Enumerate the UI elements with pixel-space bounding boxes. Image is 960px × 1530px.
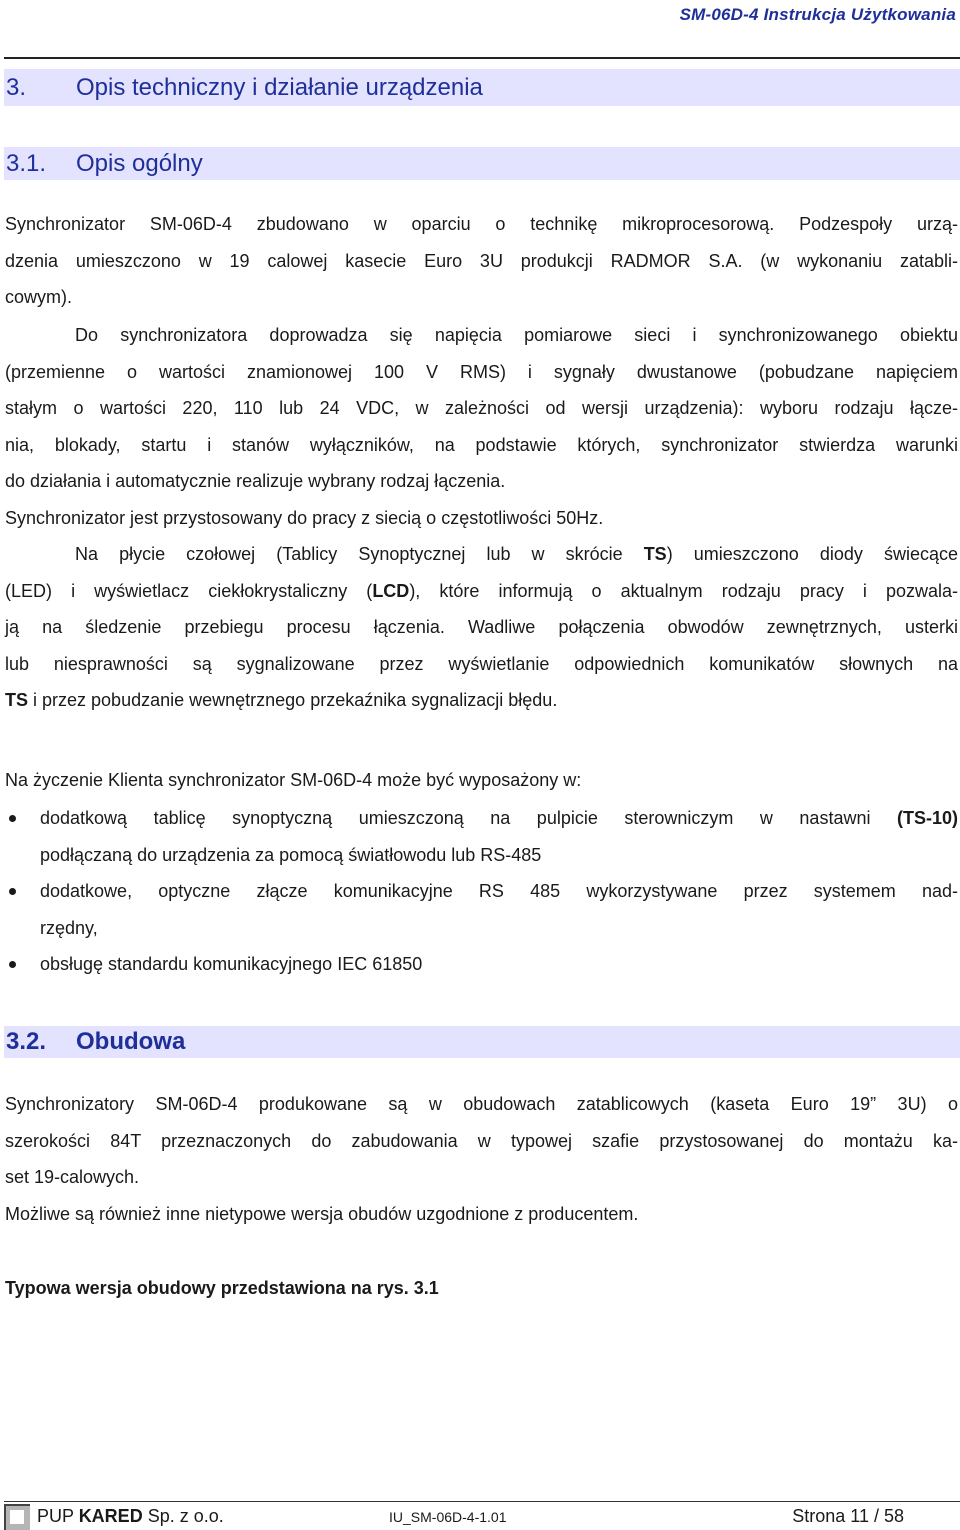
company-logo-icon xyxy=(4,1504,30,1530)
figure-reference: Typowa wersja obudowy przedstawiona na rys. 3.1 xyxy=(5,1278,439,1298)
text-line: rzędny, xyxy=(40,917,98,938)
text-line xyxy=(40,800,958,837)
text-line: set 19-calowych. xyxy=(5,1167,140,1187)
text-line: ją na śledzenie przebiegu procesu łączenia. Wadliwe połączenia obwodów zewnętrznych, usterki xyxy=(5,617,958,637)
text-line: dzenia umieszczono w 19 calowej kasecie Euro 3U produkcji RADMOR S.A. (w wykonaniu zatabli- xyxy=(5,250,958,271)
section-heading-3-2 xyxy=(4,1026,960,1058)
section-title: Opis techniczny i działanie urządzenia xyxy=(76,73,483,101)
text-run-bold: TS xyxy=(643,544,667,564)
options-list xyxy=(5,800,958,983)
list-item xyxy=(5,800,958,873)
text-line: cowym). xyxy=(5,287,72,307)
text-run: (LED) i wyświetlacz ciekłokrystaliczny ( xyxy=(5,580,373,601)
text-run: i przez pobudzanie wewnętrznego przekaźnika sygnalizacji błędu. xyxy=(28,690,558,710)
section-number: 3.2. xyxy=(6,1028,47,1055)
text-line: do działania i automatycznie realizuje wybrany rodzaj łączenia. xyxy=(5,471,506,491)
text-run-bold: TS xyxy=(5,690,29,710)
section-title: Opis ogólny xyxy=(76,149,203,177)
text-run-bold: KARED xyxy=(78,1506,143,1526)
paragraph-front-panel xyxy=(5,536,958,719)
page-footer xyxy=(4,1504,960,1530)
text-line: dodatkowe, optyczne złącze komunikacyjne RS 485 wykorzystywane przez systemem nad- xyxy=(40,881,958,901)
text-run: PUP xyxy=(37,1506,79,1526)
text-line xyxy=(5,682,958,719)
paragraph-housing xyxy=(5,1086,958,1232)
header-divider xyxy=(4,57,960,59)
text-run: dodatkową tablicę synoptyczną umieszczoną na pulpicie sterowniczym w nastawni xyxy=(40,808,897,828)
text-run-bold: (TS-10) xyxy=(896,808,958,828)
section-heading-3 xyxy=(4,69,960,106)
text-line: Synchronizator jest przystosowany do pracy z siecią o częstotliwości 50Hz. xyxy=(5,507,604,528)
paragraph-general-1 xyxy=(5,206,958,316)
text-line: lub niesprawności są sygnalizowane przez wyświetlanie odpowiednich komunikatów słownych na xyxy=(5,653,958,674)
text-line: Do synchronizatora doprowadza się napięcia pomiarowe sieci i synchronizowanego obiektu xyxy=(75,325,958,345)
list-item xyxy=(5,873,958,946)
document-id: IU_SM-06D-4-1.01 xyxy=(389,1509,507,1525)
text-line: podłączaną do urządzenia za pomocą światłowodu lub RS-485 xyxy=(40,844,542,865)
text-run-bold: LCD xyxy=(372,580,410,601)
text-line xyxy=(5,573,958,610)
text-run: Na płycie czołowej (Tablicy Synoptycznej lub w skrócie xyxy=(75,544,644,564)
paragraph-options-intro: Na życzenie Klienta synchronizator SM-06D-4 może być wyposażony w: xyxy=(5,770,582,790)
text-line: (przemienne o wartości znamionowej 100 V RMS) i sygnały dwustanowe (pobudzane napięciem xyxy=(5,361,958,382)
text-run: Sp. z o.o. xyxy=(142,1506,224,1526)
section-number: 3. xyxy=(6,73,27,101)
text-line xyxy=(5,536,958,573)
section-heading-3-1 xyxy=(4,147,960,180)
text-line: Synchronizator SM-06D-4 zbudowano w oparciu o technikę mikroprocesorową. Podzespoły urzą- xyxy=(5,214,958,234)
text-run: ) umieszczono diody świecące xyxy=(666,544,958,564)
text-run: ), które informują o aktualnym rodzaju pracy i pozwala- xyxy=(409,580,958,601)
text-line: Możliwe są również inne nietypowe wersja obudów uzgodnione z producentem. xyxy=(5,1203,639,1224)
section-title: Obudowa xyxy=(76,1028,186,1055)
text-line: nia, blokady, startu i stanów wyłączników, na podstawie których, synchronizator stwierdza warunki xyxy=(5,434,958,455)
text-line: Synchronizatory SM-06D-4 produkowane są w obudowach zatablicowych (kaseta Euro 19” 3U) o xyxy=(5,1094,958,1114)
paragraph-general-2 xyxy=(5,317,958,536)
section-number: 3.1. xyxy=(6,149,47,177)
text-line: szerokości 84T przeznaczonych do zabudowania w typowej szafie przystosowanej do montażu ka- xyxy=(5,1130,958,1151)
company-name xyxy=(37,1506,224,1527)
document-header-title: SM-06D-4 Instrukcja Użytkowania xyxy=(679,5,956,24)
footer-divider xyxy=(4,1501,960,1502)
text-line: obsługę standardu komunikacyjnego IEC 61850 xyxy=(40,954,423,974)
page-number: Strona 11 / 58 xyxy=(792,1506,904,1526)
list-item xyxy=(5,946,958,983)
text-line: stałym o wartości 220, 110 lub 24 VDC, w zależności od wersji urządzenia): wyboru rodzaju łącze- xyxy=(5,398,958,418)
